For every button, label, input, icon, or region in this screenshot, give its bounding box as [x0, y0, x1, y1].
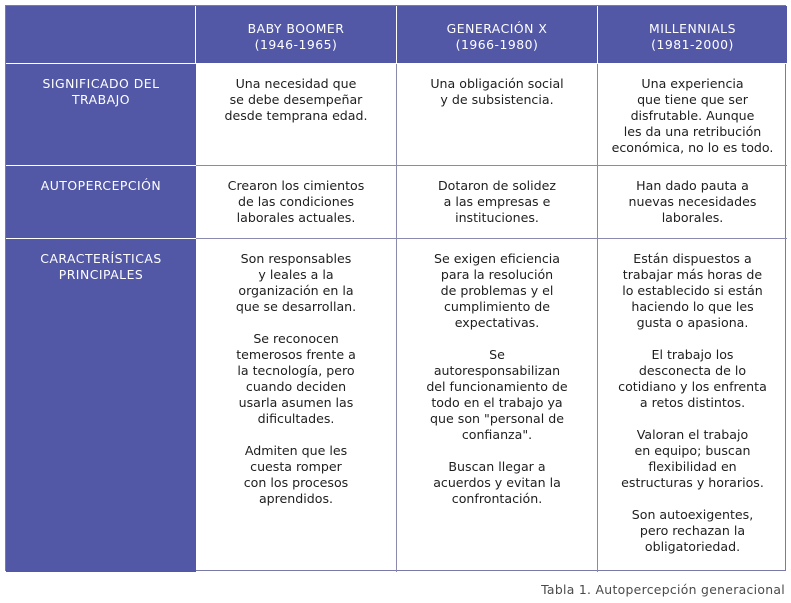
cell-autopercepcion-generacion-x: [397, 166, 598, 239]
cell-line: gusta o apasiona.: [636, 315, 749, 330]
cell-paragraph: [397, 76, 597, 108]
row-label-line: PRINCIPALES: [58, 267, 144, 282]
table-caption: Tabla 1. Autopercepción generacional: [541, 582, 785, 597]
cell-paragraph: [598, 427, 787, 491]
cell-line: Una necesidad que: [235, 76, 357, 91]
cell-autopercepcion-baby-boomer: [196, 166, 397, 239]
cell-line: flexibilidad en: [648, 459, 737, 474]
cell-line: Una experiencia: [641, 76, 744, 91]
cell-line: Una obligación social: [430, 76, 564, 91]
cell-paragraph: [598, 76, 787, 156]
cell-line: a retos distintos.: [639, 395, 746, 410]
header-years: (1946-1965): [254, 37, 338, 52]
cell-significado-baby-boomer: [196, 64, 397, 166]
cell-paragraph: [196, 331, 396, 427]
cell-paragraph: [598, 347, 787, 411]
cell-line: cuando deciden: [245, 379, 347, 394]
cell-line: para la resolución: [440, 267, 554, 282]
cell-line: El trabajo los: [651, 347, 734, 362]
header-title: MILLENNIALS: [649, 21, 736, 36]
cell-line: desde temprana edad.: [224, 108, 368, 123]
cell-line: Admiten que les: [244, 443, 348, 458]
cell-line: expectativas.: [454, 315, 540, 330]
cell-line: haciendo lo que les: [631, 299, 754, 314]
cell-line: cumplimiento de: [443, 299, 551, 314]
cell-line: Se exigen eficiencia: [434, 251, 560, 266]
cell-line: Están dispuestos a: [633, 251, 752, 266]
cell-line: estructuras y horarios.: [621, 475, 764, 490]
cell-line: cotidiano y los enfrenta: [618, 379, 767, 394]
header-generacion-x: [397, 6, 598, 64]
cell-line: autoresponsabilizan: [433, 363, 561, 378]
header-millennials: [598, 6, 787, 64]
cell-line: la tecnología, pero: [237, 363, 355, 378]
cell-autopercepcion-millennials: [598, 166, 787, 239]
row-label-line: TRABAJO: [71, 92, 131, 107]
cell-line: económica, no lo es todo.: [611, 140, 774, 155]
cell-line: todo en el trabajo ya: [431, 395, 563, 410]
cell-line: aprendidos.: [258, 491, 334, 506]
cell-line: que son "personal de: [430, 411, 564, 426]
cell-line: laborales.: [661, 210, 724, 225]
table-corner: [6, 6, 196, 64]
cell-line: instituciones.: [455, 210, 539, 225]
cell-line: confrontación.: [451, 491, 543, 506]
cell-line: de problemas y el: [440, 283, 554, 298]
row-label-autopercepcion: [6, 166, 196, 239]
header-baby-boomer: [196, 6, 397, 64]
cell-paragraph: [397, 251, 597, 331]
cell-paragraph: [196, 251, 396, 315]
header-years: (1966-1980): [455, 37, 539, 52]
cell-significado-millennials: [598, 64, 787, 166]
cell-line: trabajar más horas de: [622, 267, 763, 282]
row-label-line: AUTOPERCEPCIÓN: [40, 178, 162, 193]
cell-paragraph: [598, 507, 787, 555]
cell-line: del funcionamiento de: [426, 379, 568, 394]
cell-line: cuesta romper: [250, 459, 342, 474]
row-label-caracteristicas: [6, 239, 196, 572]
cell-line: confianza".: [461, 427, 533, 442]
header-title: GENERACIÓN X: [446, 21, 548, 36]
cell-line: usarla asumen las: [238, 395, 354, 410]
cell-line: a las empresas e: [443, 194, 551, 209]
cell-line: se debe desempeñar: [229, 92, 363, 107]
cell-significado-generacion-x: [397, 64, 598, 166]
header-title: BABY BOOMER: [247, 21, 345, 36]
cell-paragraph: [196, 178, 396, 226]
cell-line: Se reconocen: [253, 331, 339, 346]
cell-paragraph: [598, 178, 787, 226]
cell-caracteristicas-generacion-x: [397, 239, 598, 572]
cell-paragraph: [397, 459, 597, 507]
cell-paragraph: [196, 443, 396, 507]
cell-line: nuevas necesidades: [628, 194, 757, 209]
cell-line: dificultades.: [257, 411, 335, 426]
cell-line: les da una retribución: [623, 124, 762, 139]
cell-line: Valoran el trabajo: [636, 427, 749, 442]
row-label-line: SIGNIFICADO DEL: [42, 76, 160, 91]
cell-line: y de subsistencia.: [440, 92, 554, 107]
generational-table: [5, 5, 786, 571]
cell-paragraph: [397, 178, 597, 226]
cell-line: Son responsables: [240, 251, 352, 266]
cell-caracteristicas-millennials: [598, 239, 787, 572]
header-years: (1981-2000): [651, 37, 734, 52]
cell-line: y leales a la: [258, 267, 334, 282]
cell-line: en equipo; buscan: [634, 443, 751, 458]
cell-line: pero rechazan la: [639, 523, 746, 538]
cell-line: Crearon los cimientos: [227, 178, 365, 193]
cell-line: Dotaron de solidez: [437, 178, 556, 193]
row-label-line: CARACTERÍSTICAS: [40, 251, 162, 266]
cell-paragraph: [196, 76, 396, 124]
cell-line: laborales actuales.: [236, 210, 356, 225]
cell-line: organización en la: [238, 283, 354, 298]
cell-line: que se desarrollan.: [235, 299, 357, 314]
cell-paragraph: [397, 347, 597, 443]
cell-line: de las condiciones: [237, 194, 355, 209]
cell-line: temerosos frente a: [236, 347, 356, 362]
row-label-significado: [6, 64, 196, 166]
cell-line: desconecta de lo: [638, 363, 747, 378]
cell-line: Han dado pauta a: [636, 178, 749, 193]
cell-line: Se: [489, 347, 505, 362]
cell-line: disfrutable. Aunque: [630, 108, 755, 123]
cell-line: con los procesos: [243, 475, 349, 490]
cell-line: Son autoexigentes,: [631, 507, 754, 522]
cell-line: acuerdos y evitan la: [433, 475, 561, 490]
cell-line: que tiene que ser: [637, 92, 748, 107]
cell-caracteristicas-baby-boomer: [196, 239, 397, 572]
cell-line: Buscan llegar a: [448, 459, 546, 474]
cell-line: obligatoriedad.: [644, 539, 741, 554]
cell-line: lo establecido si están: [622, 283, 763, 298]
cell-paragraph: [598, 251, 787, 331]
